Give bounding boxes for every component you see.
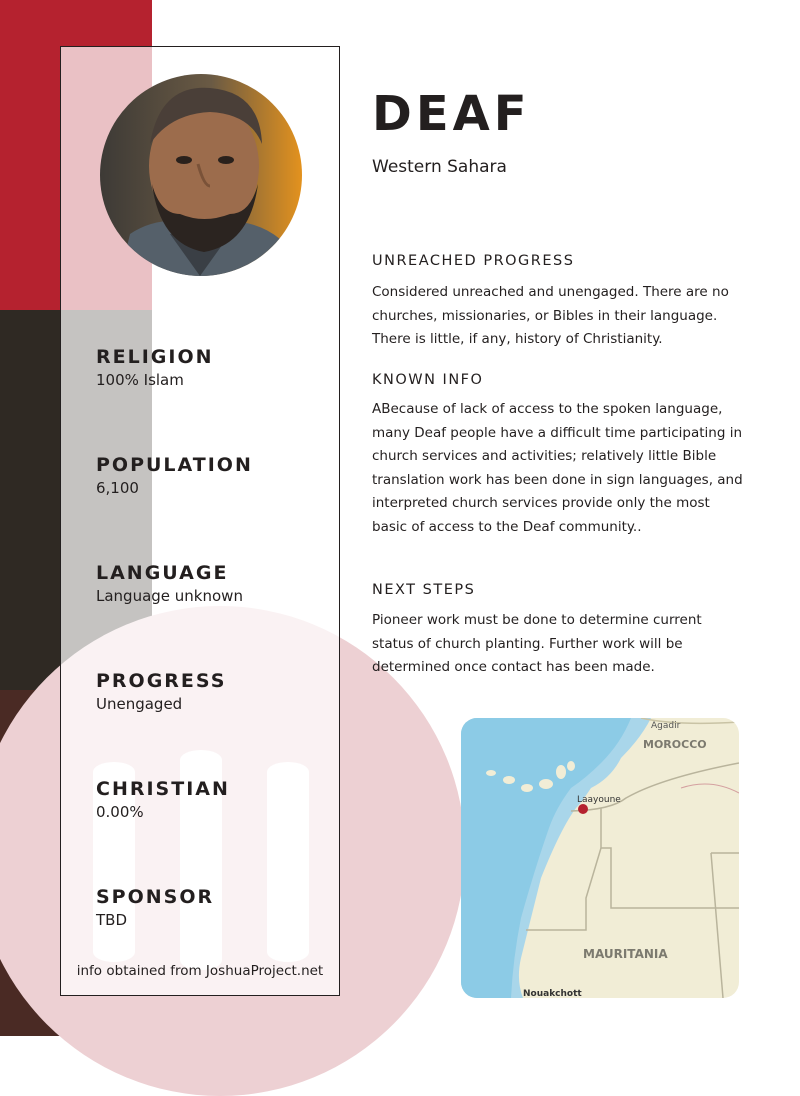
country-subtitle: Western Sahara xyxy=(372,157,507,177)
page-title: DEAF xyxy=(372,86,531,142)
population-value: 6,100 xyxy=(96,479,139,497)
decorative-pillar xyxy=(267,762,309,962)
map-label-laayoune: Laayoune xyxy=(577,795,621,805)
religion-field xyxy=(96,346,214,389)
progress-value: Unengaged xyxy=(96,695,183,713)
map-label-mauritania: MAURITANIA xyxy=(583,947,668,961)
region-map xyxy=(461,718,739,998)
known-info-heading: KNOWN INFO xyxy=(372,372,484,388)
language-value: Language unknown xyxy=(96,587,243,605)
sponsor-label: SPONSOR xyxy=(96,886,215,908)
source-footnote: info obtained from JoshuaProject.net xyxy=(76,963,324,979)
next-steps-body: Pioneer work must be done to determine current status of church planting. Further work will be determined once contact has been made. xyxy=(372,612,702,675)
map-label-agadir: Agadir xyxy=(651,721,681,731)
religion-label: RELIGION xyxy=(96,346,214,368)
person-photo xyxy=(100,74,302,276)
christian-field xyxy=(96,778,230,821)
sponsor-value: TBD xyxy=(96,911,128,929)
map-label-nouakchott: Nouakchott xyxy=(523,989,582,998)
population-field xyxy=(96,454,253,497)
known-info-body: ABecause of lack of access to the spoken language, many Deaf people have a difficult time participating in church services and activities; relatively little Bible translation work has been done in sign languages, and interpreted church services provide only the most basic of access to the Deaf community.. xyxy=(372,401,743,535)
progress-label: PROGRESS xyxy=(96,670,227,692)
christian-value: 0.00% xyxy=(96,803,144,821)
sponsor-field xyxy=(96,886,214,929)
christian-label: CHRISTIAN xyxy=(96,778,230,800)
next-steps-heading: NEXT STEPS xyxy=(372,582,476,598)
religion-value: 100% Islam xyxy=(96,371,184,389)
progress-field xyxy=(96,670,226,713)
language-label: LANGUAGE xyxy=(96,562,229,584)
map-label-morocco: MOROCCO xyxy=(643,738,707,751)
language-field xyxy=(96,562,243,605)
unreached-progress-heading: UNREACHED PROGRESS xyxy=(372,253,575,269)
unreached-progress-body: Considered unreached and unengaged. There are no churches, missionaries, or Bibles in their language. There is little, if any, history of Christianity. xyxy=(372,284,729,347)
population-label: POPULATION xyxy=(96,454,253,476)
